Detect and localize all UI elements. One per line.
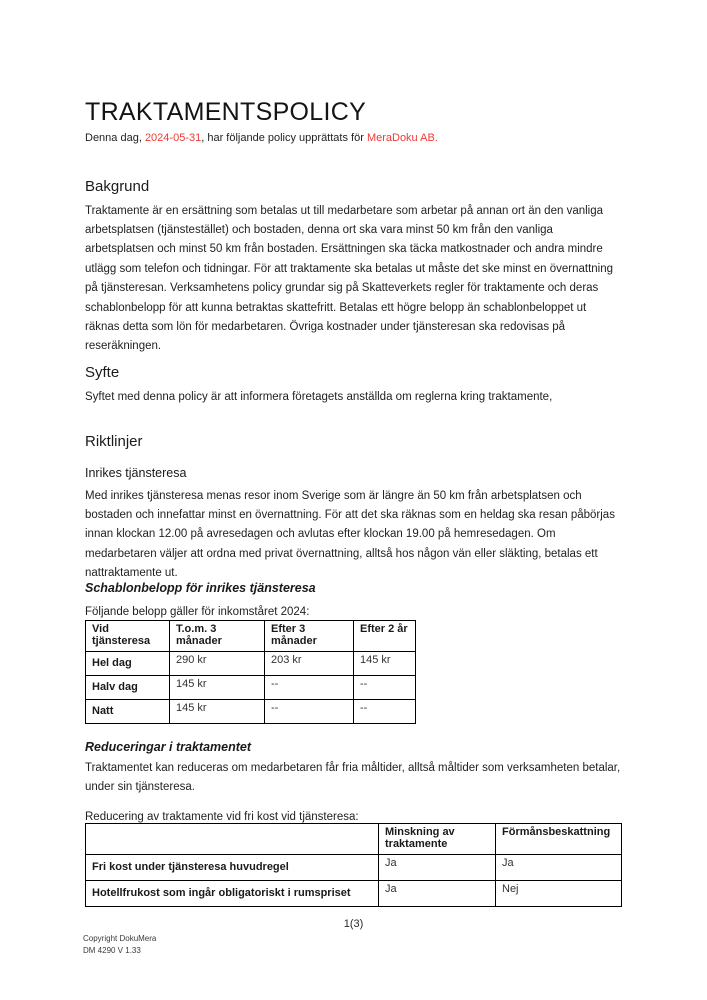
- meal-reduction-table: [85, 823, 622, 907]
- table1-header-tom-3-manader: T.o.m. 3 månader: [170, 621, 265, 652]
- paragraph-inrikes: Med inrikes tjänsteresa menas resor inom Sverige som är längre än 50 km från arbetsplatsen och bostaden och innefattar minst en övernattning. För att det ska räknas som en heldag ska resan påbörjas innan klockan 12.00 på avresedagen och avlutas efter klockan 19.00 på hemresedagen. Om medarbetaren väljer att ordna med privat övernattning, alltså hos någon vän eller släkting, betalas ett nattraktamente ut.: [85, 489, 615, 580]
- footer-doc-id: DM 4290 V 1.33: [83, 946, 141, 955]
- table1-cell: --: [354, 676, 416, 700]
- table2-header-formansbeskattning: Förmånsbeskattning: [496, 824, 622, 855]
- table-row: [86, 700, 416, 724]
- table2-cell: Ja: [379, 855, 496, 881]
- paragraph-schablon-intro: Följande belopp gäller för inkomståret 2024:: [85, 605, 310, 618]
- table1-header-efter-3-manader: Efter 3 månader: [265, 621, 354, 652]
- footer-copyright: Copyright DokuMera: [83, 934, 157, 943]
- paragraph-reduceringar: Traktamentet kan reduceras om medarbetaren får fria måltider, alltså måltider som verksamheten betalar, under sin tjänsteresa.: [85, 761, 621, 793]
- table1-header-vid-tjansteresa: Vid tjänsteresa: [86, 621, 170, 652]
- paragraph-bakgrund: Traktamente är en ersättning som betalas ut till medarbetare som arbetar på annan ort än den vanliga arbetsplatsen (tjänstestället) och bostaden, denna ort ska vara minst 50 km från den vanliga arbetsplatsen och minst 50 km från bostaden. Ersättningen ska täcka matkostnader och andra mindre utlägg som telefon och tidningar. För att traktamente ska betalas ut måste det ske minst en övernattning på tjänsteresan. Verksamhetens policy grundar sig på Skatteverkets regler för traktamente och deras schablonbelopp för att kunna betraktas skattefritt. Betalas ett högre belopp än schablonbeloppet ut räknas detta som lön för medarbetaren. Övriga kostnader under tjänsteresan ska redovisas på reseräkningen.: [85, 204, 614, 353]
- table1-cell: 145 kr: [170, 700, 265, 724]
- table-row: [86, 676, 416, 700]
- paragraph-reducering-intro: Reducering av traktamente vid fri kost vid tjänsteresa:: [85, 810, 359, 823]
- subheading-reduceringar: Reduceringar i traktamentet: [85, 739, 252, 754]
- table-header-row: [86, 824, 622, 855]
- page-number: 1(3): [343, 918, 364, 930]
- table2-cell: Ja: [496, 855, 622, 881]
- paragraph-syfte: Syftet med denna policy är att informera företagets anställda om reglerna kring traktamente,: [85, 390, 553, 403]
- table-row: [86, 855, 622, 881]
- table1-row-label: Halv dag: [86, 676, 170, 700]
- intro-line: [85, 130, 621, 146]
- section-heading-bakgrund: Bakgrund: [85, 178, 150, 196]
- subheading-inrikes-tjansteresa: Inrikes tjänsteresa: [85, 465, 187, 480]
- allowance-amounts-table: [85, 620, 416, 724]
- table1-cell: 203 kr: [265, 652, 354, 676]
- page-footer: [83, 933, 156, 957]
- table-header-row: [86, 621, 416, 652]
- table1-header-efter-2-ar: Efter 2 år: [354, 621, 416, 652]
- company-name: MeraDoku AB.: [366, 132, 438, 144]
- table2-header-minskning: Minskning av traktamente: [379, 824, 496, 855]
- table1-cell: --: [354, 700, 416, 724]
- table1-cell: --: [265, 700, 354, 724]
- section-heading-syfte: Syfte: [85, 364, 120, 382]
- table2-header-empty: [86, 824, 379, 855]
- subheading-schablonbelopp: Schablonbelopp för inrikes tjänsteresa: [85, 580, 316, 595]
- table2-cell: Ja: [379, 881, 496, 907]
- document-title: TRAKTAMENTSPOLICY: [85, 97, 367, 126]
- table-row: [86, 881, 622, 907]
- table-row: [86, 652, 416, 676]
- table1-cell: 290 kr: [170, 652, 265, 676]
- table1-row-label: Natt: [86, 700, 170, 724]
- table1-row-label: Hel dag: [86, 652, 170, 676]
- table2-cell: Nej: [496, 881, 622, 907]
- table1-cell: --: [265, 676, 354, 700]
- section-heading-riktlinjer: Riktlinjer: [85, 433, 143, 451]
- intro-mid-text: , har följande policy upprättats för: [201, 132, 367, 144]
- policy-date: 2024-05-31: [144, 132, 202, 144]
- table2-row-label: Fri kost under tjänsteresa huvudregel: [86, 855, 379, 881]
- table2-row-label: Hotellfrukost som ingår obligatoriskt i rumspriset: [86, 881, 379, 907]
- intro-pre-text: Denna dag,: [85, 132, 145, 144]
- table1-cell: 145 kr: [354, 652, 416, 676]
- table1-cell: 145 kr: [170, 676, 265, 700]
